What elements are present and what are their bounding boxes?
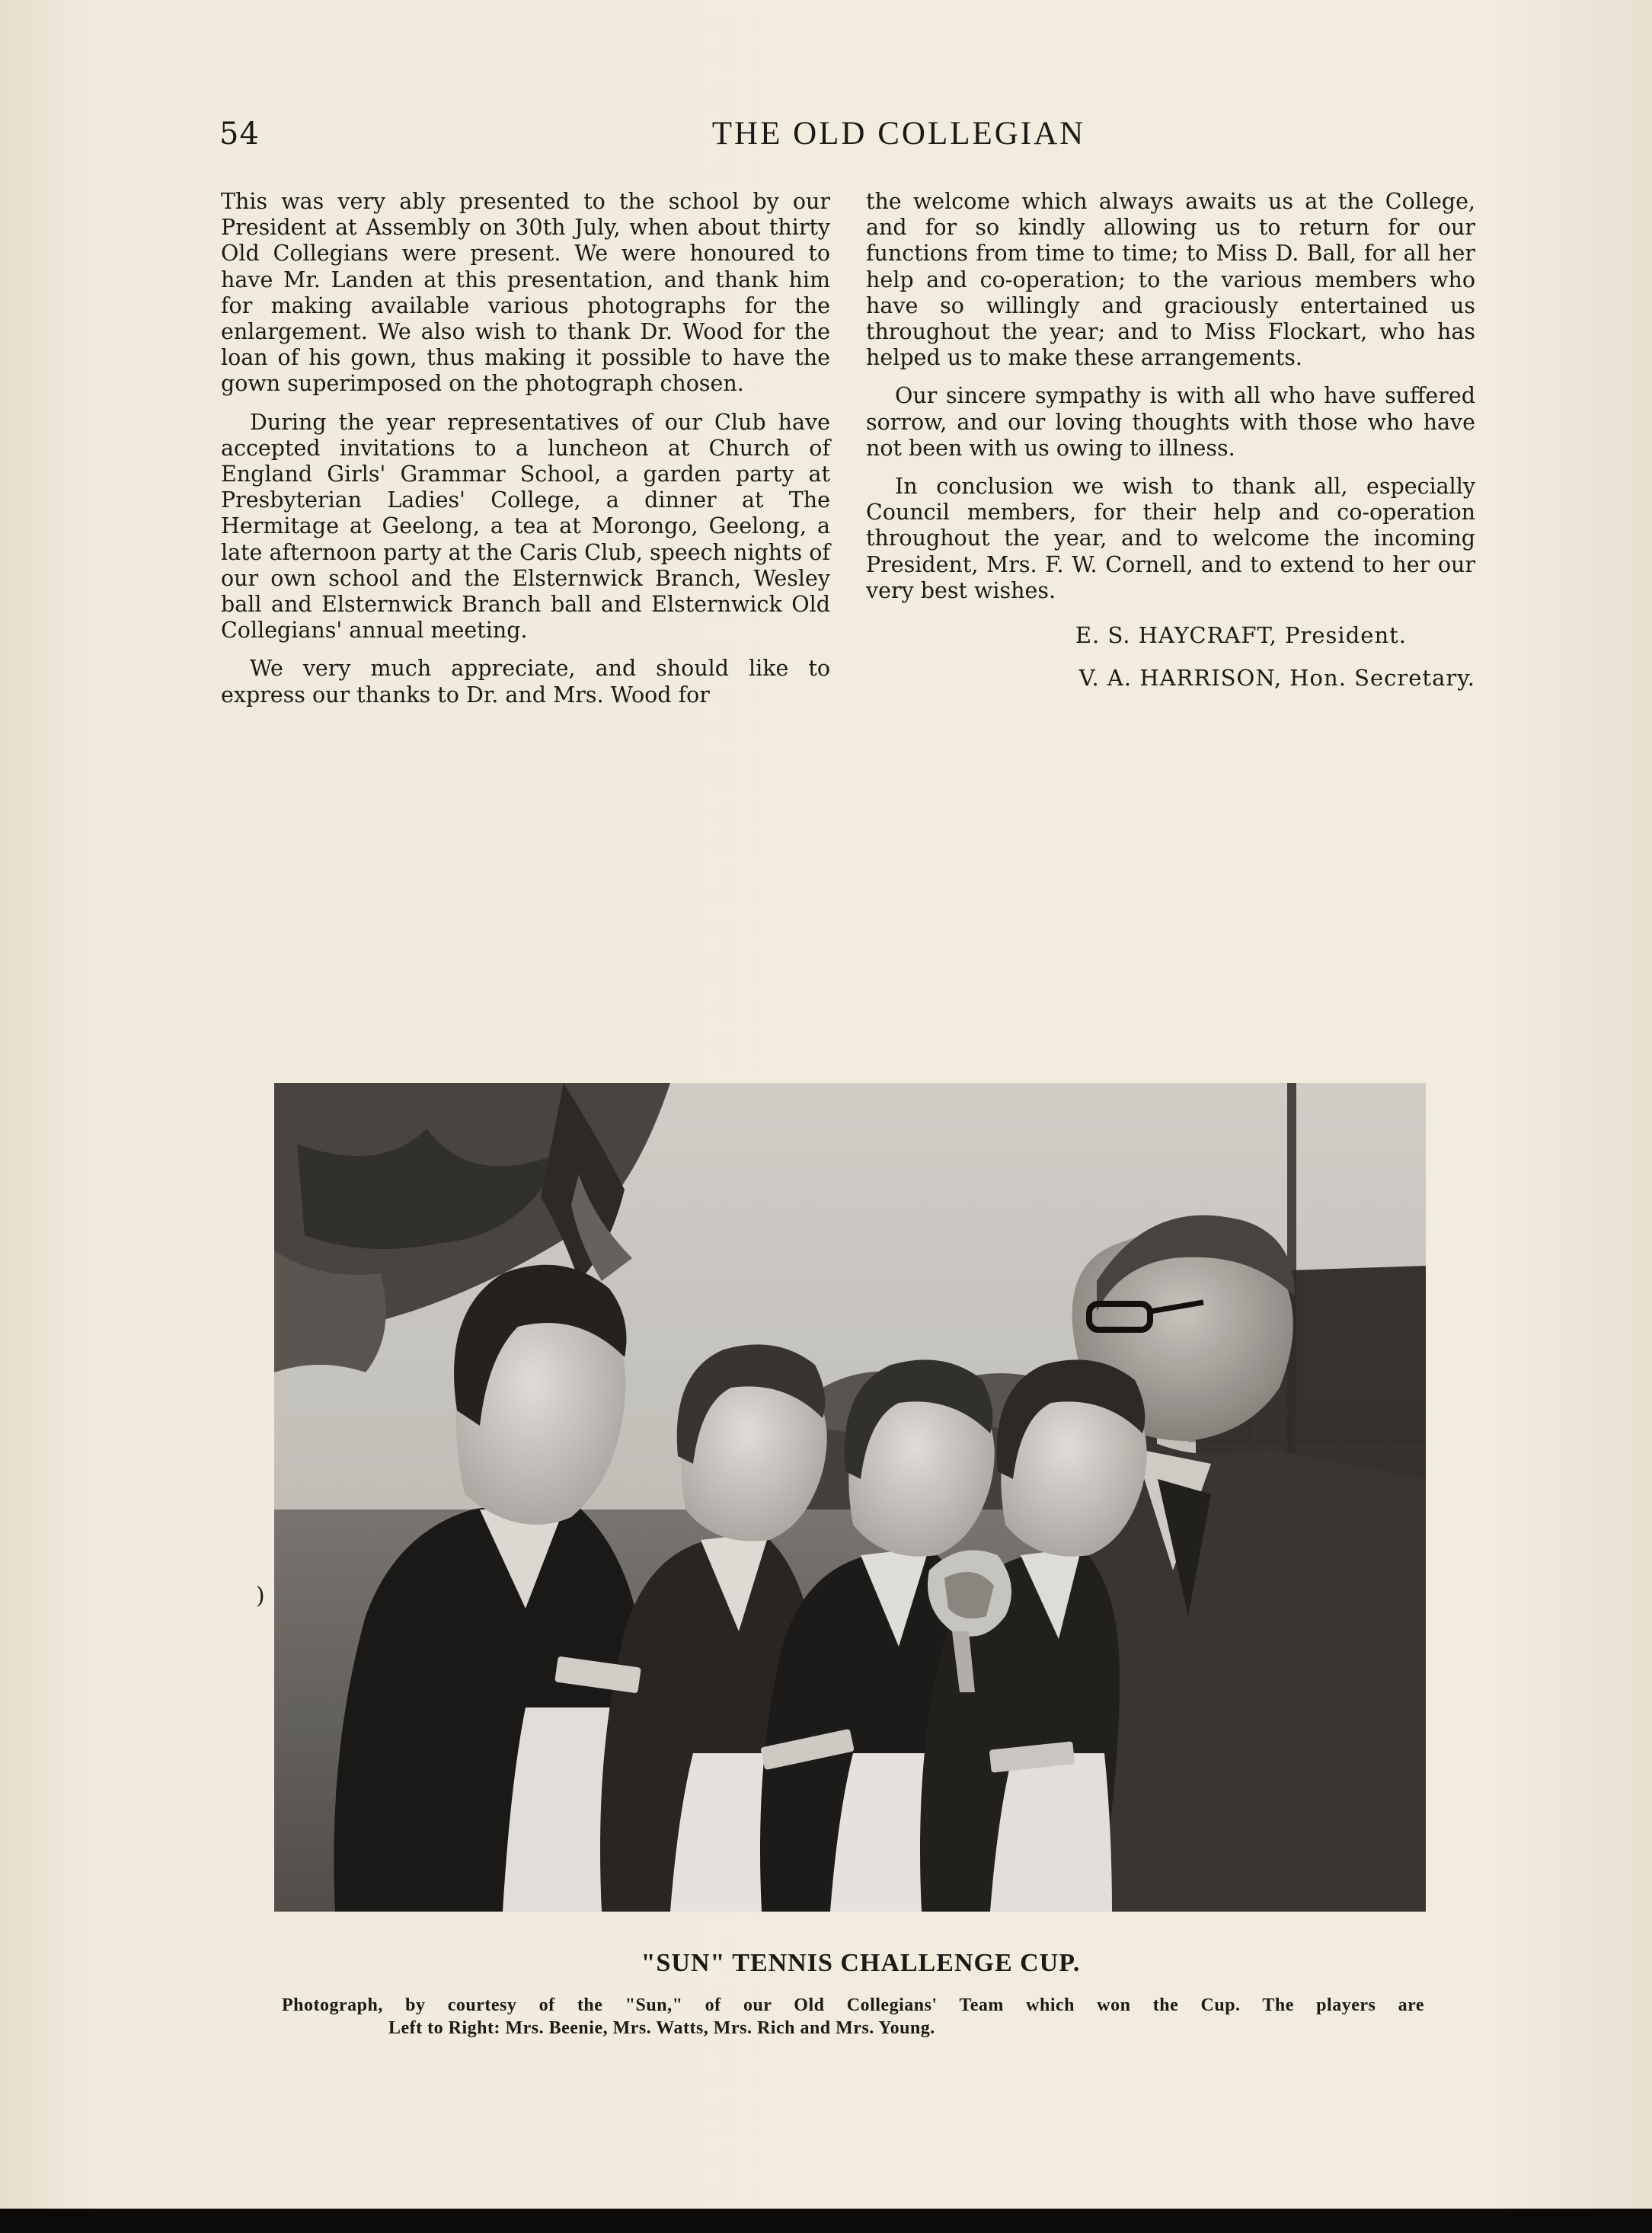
left-column — [221, 189, 830, 708]
running-head: THE OLD COLLEGIAN — [711, 116, 1086, 152]
scan-edge — [0, 2209, 1652, 2233]
paragraph: During the year representatives of our Club have accepted invitations to a luncheon at Church of England Girls' Grammar School, a garden party at Presbyterian Ladies' College, a dinner at The Hermitage at Geelong, a tea at Morongo, Geelong, a late afternoon party at the Caris Club, speech nights of our own school and the Elsternwick Branch, Wesley ball and Elsternwick Branch ball and Elsternwick Old Collegians' annual meeting. — [221, 409, 830, 644]
right-column — [866, 189, 1475, 691]
paragraph: We very much appreciate, and should like to express our thanks to Dr. and Mrs. Wood for — [221, 656, 830, 708]
edge-mark: ) — [256, 1583, 265, 1609]
paragraph: In conclusion we wish to thank all, especially Council members, for their help and co-operation throughout the year, and to welcome the incoming President, Mrs. F. W. Cornell, and to extend to her our very best wishes. — [866, 474, 1475, 603]
signature-secretary: V. A. HARRISON, Hon. Secretary. — [1078, 665, 1475, 692]
photo-caption-line: Photograph, by courtesy of the "Sun," of our Old Collegians' Team which won the Cup. The players are — [282, 1995, 1424, 2015]
paragraph: Our sincere sympathy is with all who have suffered sorrow, and our loving thoughts with those who have not been with us owing to illness. — [866, 383, 1475, 461]
signature-president: E. S. HAYCRAFT, President. — [1075, 622, 1407, 649]
paragraph: This was very ably presented to the school by our President at Assembly on 30th July, when about thirty Old Collegians were present. We were honoured to have Mr. Landen at this presentation, and thank him for making available various photographs for the enlargement. We also wish to thank Dr. Wood for the loan of his gown, thus making it possible to have the gown superimposed on the photograph chosen. — [221, 189, 830, 397]
page-number: 54 — [219, 117, 260, 152]
photo-caption-title: "SUN" TENNIS CHALLENGE CUP. — [641, 1949, 1081, 1977]
photo-caption-line: Left to Right: Mrs. Beenie, Mrs. Watts, Mrs. Rich and Mrs. Young. — [388, 2018, 935, 2038]
paragraph: the welcome which always awaits us at the College, and for so kindly allowing us to return for our functions from time to time; to Miss D. Ball, for all her help and co-operation; to the various members who have so willingly and graciously entertained us throughout the year; and to Miss Flockart, who has helped us to make these arrangements. — [866, 189, 1475, 371]
team-photograph — [274, 1083, 1426, 1912]
